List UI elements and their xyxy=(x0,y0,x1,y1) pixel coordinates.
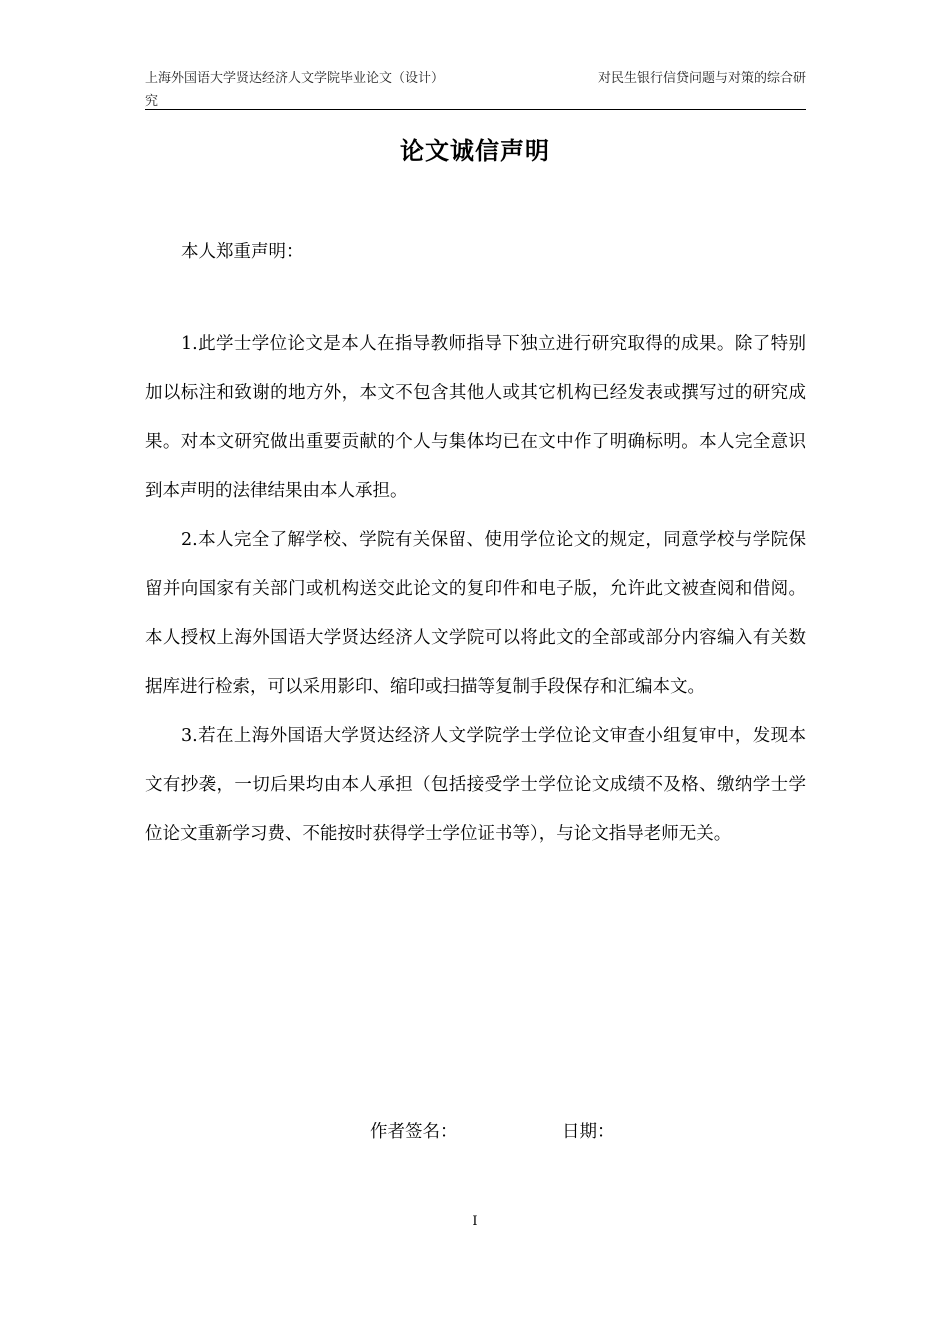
header-left-text: 上海外国语大学贤达经济人文学院毕业论文（设计） xyxy=(145,71,445,86)
page-title: 论文诚信声明 xyxy=(400,136,550,165)
declaration-paragraph-1: 1.此学士学位论文是本人在指导教师指导下独立进行研究取得的成果。除了特别加以标注和致谢的地方外，本文不包含其他人或其它机构已经发表或撰写过的研究成果。对本文研究做出重要贡献的个人与集体均已在文中作了明确标明。本人完全意识到本声明的法律结果由本人承担。 xyxy=(145,334,806,501)
declaration-paragraph-3: 3.若在上海外国语大学贤达经济人文学院学士学位论文审查小组复审中，发现本文有抄袭，一切后果均由本人承担（包括接受学士学位论文成绩不及格、缴纳学士学位论文重新学习费、不能按时获得学士学位证书等），与论文指导老师无关。 xyxy=(145,726,806,844)
header-continuation-text: 究 xyxy=(145,94,159,109)
intro-statement: 本人郑重声明： xyxy=(181,242,304,262)
header-right-text: 对民生银行信贷问题与对策的综合研 xyxy=(597,71,806,86)
declaration-paragraph-2: 2.本人完全了解学校、学院有关保留、使用学位论文的规定，同意学校与学院保留并向国家有关部门或机构送交此论文的复印件和电子版，允许此文被查阅和借阅。本人授权上海外国语大学贤达经济人文学院可以将此文的全部或部分内容编入有关数据库进行检索，可以采用影印、缩印或扫描等复制手段保存和汇编本文。 xyxy=(145,530,806,697)
header-divider xyxy=(145,109,806,110)
declaration-body xyxy=(145,320,806,859)
date-label: 日期： xyxy=(562,1122,615,1142)
author-signature-label: 作者签名： xyxy=(370,1122,458,1142)
page-number: I xyxy=(472,1214,478,1229)
